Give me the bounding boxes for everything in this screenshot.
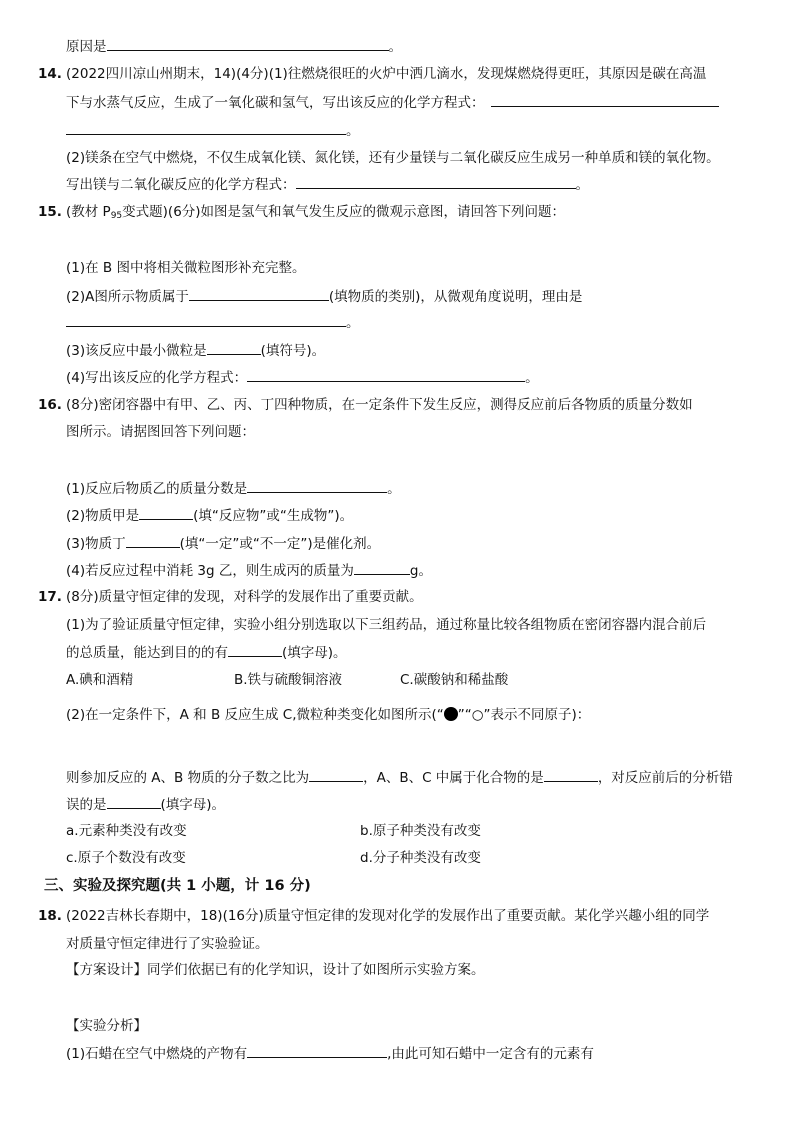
- filled-atom-icon: [444, 707, 458, 721]
- question-number-14: 14.: [38, 66, 62, 82]
- answer-blank[interactable]: [247, 1043, 387, 1058]
- option-a: a.元素种类没有改变: [66, 823, 187, 839]
- q17-part2: (2)在一定条件下，A 和 B 反应生成 C,微粒种类变化如图所示(“ ”“○”表示不同原子)：: [66, 707, 591, 723]
- prev-question-tail: 原因是 。: [66, 36, 402, 57]
- q15-part3: (3)该反应中最小微粒是 (填符号)。: [66, 340, 325, 361]
- q17-part1-line1: (1)为了验证质量守恒定律，实验小组分别选取以下三组药品，通过称量比较各组物质在密闭容器内混合前后: [66, 617, 707, 633]
- q15-part4: (4)写出该反应的化学方程式： 。: [66, 367, 539, 388]
- question-number-18: 18.: [38, 908, 62, 924]
- q16-part1: (1)反应后物质乙的质量分数是 。: [66, 478, 401, 499]
- answer-blank[interactable]: [66, 312, 346, 327]
- answer-blank[interactable]: [354, 560, 410, 575]
- question-number-17: 17.: [38, 589, 62, 605]
- q18-line3: 【方案设计】同学们依据已有的化学知识，设计了如图所示实验方案。: [66, 962, 485, 978]
- question-number-16: 16.: [38, 397, 62, 413]
- option-d: d.分子种类没有改变: [360, 850, 481, 866]
- q14-line5: 写出镁与二氧化碳反应的化学方程式： 。: [66, 174, 589, 195]
- q17-part3-line2: 误的是 (填字母)。: [66, 794, 225, 815]
- answer-blank[interactable]: [247, 478, 387, 493]
- q18-line1: (2022吉林长春期中，18)(16分)质量守恒定律的发现对化学的发展作出了重要贡献。某化学兴趣小组的同学: [66, 908, 710, 924]
- option-A: A.碘和酒精: [66, 672, 134, 688]
- q15-line1: (教材 $P_{95}$变式题)(6分)如图是氢气和氧气发生反应的微观示意图，请回答下列问题：: [66, 204, 566, 221]
- answer-blank[interactable]: [189, 286, 329, 301]
- question-number-15: 15.: [38, 204, 62, 220]
- q17-line1: (8分)质量守恒定律的发现，对科学的发展作出了重要贡献。: [66, 589, 423, 605]
- q16-part3: (3)物质丁 (填“一定”或“不一定”)是催化剂。: [66, 533, 380, 554]
- q14-line3: 。: [66, 120, 360, 141]
- section-heading: 三、实验及探究题(共 1 小题，计 16 分): [44, 878, 311, 894]
- q17-part1-line2: 的总质量，能达到目的的有 (填字母)。: [66, 642, 347, 663]
- q18-line2: 对质量守恒定律进行了实验验证。: [66, 936, 269, 952]
- answer-blank[interactable]: [107, 794, 161, 809]
- answer-blank[interactable]: [207, 340, 261, 355]
- answer-blank[interactable]: [247, 367, 525, 382]
- q14-line2: 下与水蒸气反应，生成了一氧化碳和氢气，写出该反应的化学方程式：: [66, 92, 719, 113]
- option-c: c.原子个数没有改变: [66, 850, 186, 866]
- q16-line2: 图所示。请据图回答下列问题：: [66, 424, 255, 440]
- answer-blank[interactable]: [126, 533, 180, 548]
- q17-part3: 则参加反应的 A、B 物质的分子数之比为 ，A、B、C 中属于化合物的是 ，对反应前后的分析错: [66, 767, 733, 788]
- prev-text: 原因是: [66, 39, 107, 55]
- option-b: b.原子种类没有改变: [360, 823, 481, 839]
- answer-blank[interactable]: [228, 642, 282, 657]
- answer-blank[interactable]: [309, 767, 363, 782]
- q15-part2: (2)A图所示物质属于 (填物质的类别)，从微观角度说明，理由是: [66, 286, 582, 307]
- q15-part2-cont: 。: [66, 312, 360, 333]
- q18-analysis-heading: 【实验分析】: [66, 1018, 147, 1034]
- option-B: B.铁与硫酸铜溶液: [234, 672, 343, 688]
- q16-line1: (8分)密闭容器中有甲、乙、丙、丁四种物质，在一定条件下发生反应，测得反应前后各物质的质量分数如: [66, 397, 693, 413]
- q15-part1: (1)在 B 图中将相关微粒图形补充完整。: [66, 260, 306, 276]
- answer-blank[interactable]: [139, 505, 193, 520]
- answer-blank[interactable]: [66, 120, 346, 135]
- q18-part1: (1)石蜡在空气中燃烧的产物有 ,由此可知石蜡中一定含有的元素有: [66, 1043, 594, 1064]
- option-C: C.碳酸钠和稀盐酸: [400, 672, 509, 688]
- answer-blank[interactable]: [296, 174, 576, 189]
- q14-line4: (2)镁条在空气中燃烧，不仅生成氧化镁、氮化镁，还有少量镁与二氧化碳反应生成另一种单质和镁的氧化物。: [66, 150, 720, 166]
- answer-blank[interactable]: [544, 767, 598, 782]
- answer-blank[interactable]: [107, 36, 389, 51]
- q16-part2: (2)物质甲是 (填“反应物”或“生成物”)。: [66, 505, 353, 526]
- q16-part4: (4)若反应过程中消耗 3g 乙，则生成丙的质量为 g。: [66, 560, 432, 581]
- answer-blank[interactable]: [491, 92, 719, 107]
- q14-line1: (2022四川凉山州期末，14)(4分)(1)往燃烧很旺的火炉中洒几滴水，发现煤燃烧得更旺，其原因是碳在高温: [66, 66, 707, 82]
